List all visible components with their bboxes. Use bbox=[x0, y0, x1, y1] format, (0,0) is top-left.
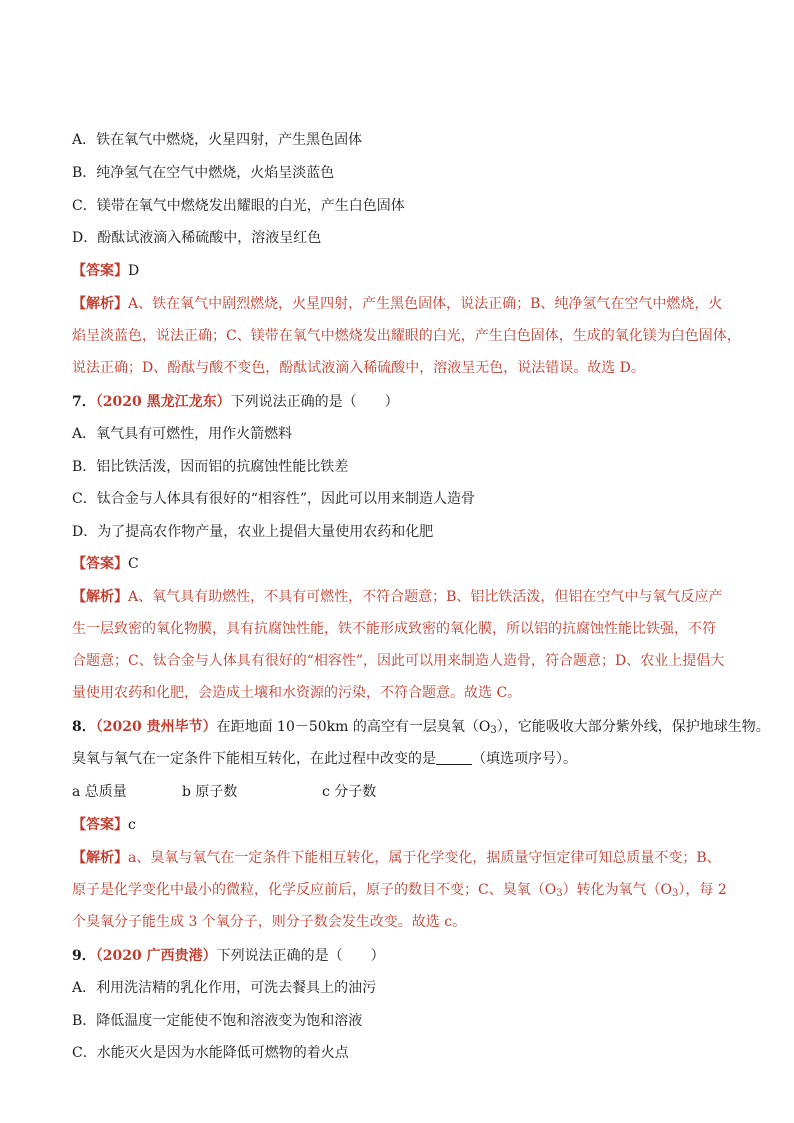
analysis-text: ），每 2 bbox=[678, 882, 727, 898]
answer-value: D bbox=[128, 263, 140, 279]
question-source: （2020 广西贵港） bbox=[95, 948, 217, 964]
question-number: 9． bbox=[72, 948, 96, 964]
stem-text: （填选项序号）。 bbox=[472, 751, 577, 767]
subscript: 3 bbox=[490, 725, 497, 736]
q9-option-a: A．利用洗洁精的乳化作用，可洗去餐具上的油污 bbox=[72, 980, 377, 996]
answer-label: 【答案】 bbox=[72, 263, 128, 279]
q7-stem bbox=[72, 392, 732, 412]
q6-analysis-line-3: 说法正确；D、酚酞与酸不变色，酚酞试液滴入稀硫酸中，溶液呈无色，说法错误。故选 D。 bbox=[72, 360, 645, 376]
stem-text: 在距地面 10－50km 的高空有一层臭氧（O bbox=[216, 719, 491, 735]
q6-analysis-line-2: 焰呈淡蓝色，说法正确；C、镁带在氧气中燃烧发出耀眼的白光，产生白色固体，生成的氧化镁为白色固体， bbox=[72, 328, 741, 344]
analysis-label: 【解析】 bbox=[72, 296, 128, 312]
q8-option-b: b 原子数 bbox=[182, 784, 238, 800]
subscript: 3 bbox=[556, 888, 563, 899]
q8-option-a: a 总质量 bbox=[72, 784, 127, 800]
q7-option-b: B．铝比铁活泼，因而铝的抗腐蚀性能比铁差 bbox=[72, 459, 349, 475]
stem-text: 臭氧与氧气在一定条件下能相互转化，在此过程中改变的是 bbox=[72, 751, 436, 767]
q9-stem bbox=[72, 946, 732, 966]
q8-stem-line-1 bbox=[72, 717, 770, 741]
answer-label: 【答案】 bbox=[72, 556, 128, 572]
q6-option-a: A．铁在氧气中燃烧，火星四射，产生黑色固体 bbox=[72, 132, 363, 148]
question-source: （2020 贵州毕节） bbox=[95, 719, 217, 735]
analysis-text: 原子是化学变化中最小的微粒，化学反应前后，原子的数目不变；C、臭氧（O bbox=[72, 882, 557, 898]
answer-value: c bbox=[128, 817, 136, 833]
q7-analysis-line-4: 量使用农药和化肥，会造成土壤和水资源的污染，不符合题意。故选 C。 bbox=[72, 685, 522, 701]
q8-analysis-line-2 bbox=[72, 880, 732, 904]
answer-label: 【答案】 bbox=[72, 817, 128, 833]
subscript: 3 bbox=[672, 888, 679, 899]
q6-option-c: C．镁带在氧气中燃烧发出耀眼的白光，产生白色固体 bbox=[72, 198, 405, 214]
analysis-text: ）转化为氧气（O bbox=[562, 882, 673, 898]
analysis-text: A、铁在氧气中剧烈燃烧，火星四射，产生黑色固体，说法正确；B、纯净氢气在空气中燃烧，火 bbox=[128, 296, 723, 312]
q6-analysis-line-1 bbox=[72, 294, 732, 314]
q9-option-c: C．水能灭火是因为水能降低可燃物的着火点 bbox=[72, 1045, 349, 1061]
q8-option-c: c 分子数 bbox=[322, 784, 377, 800]
question-number: 7． bbox=[72, 394, 96, 410]
q7-analysis-line-1 bbox=[72, 587, 732, 607]
q7-option-d: D．为了提高农作物产量，农业上提倡大量使用农药和化肥 bbox=[72, 524, 434, 540]
q7-analysis-line-2: 生一层致密的氧化物膜，具有抗腐蚀性能，铁不能形成致密的氧化膜，所以铝的抗腐蚀性能比铁强，不符 bbox=[72, 621, 716, 637]
q7-option-c: C．钛合金与人体具有很好的“相容性”，因此可以用来制造人造骨 bbox=[72, 491, 476, 507]
q8-answer bbox=[72, 815, 732, 835]
q8-stem-line-2 bbox=[72, 749, 732, 769]
question-stem: 下列说法正确的是（ ） bbox=[230, 394, 399, 410]
q8-options bbox=[72, 782, 732, 802]
q8-analysis-line-3: 个臭氧分子能生成 3 个氧分子，则分子数会发生改变。故选 c。 bbox=[72, 914, 467, 930]
q6-option-b: B．纯净氢气在空气中燃烧，火焰呈淡蓝色 bbox=[72, 165, 335, 181]
q9-option-b: B．降低温度一定能使不饱和溶液变为饱和溶液 bbox=[72, 1013, 363, 1029]
answer-value: C bbox=[128, 556, 139, 572]
answer-blank bbox=[436, 750, 472, 765]
analysis-label: 【解析】 bbox=[72, 589, 128, 605]
q7-analysis-line-3: 合题意；C、钛合金与人体具有很好的“相容性”，因此可以用来制造人造骨，符合题意；D、农业上提倡大 bbox=[72, 653, 725, 669]
q6-option-d: D．酚酞试液滴入稀硫酸中，溶液呈红色 bbox=[72, 230, 322, 246]
question-number: 8． bbox=[72, 719, 96, 735]
q6-answer bbox=[72, 261, 732, 281]
q8-analysis-line-1 bbox=[72, 848, 732, 868]
q7-answer bbox=[72, 554, 732, 574]
analysis-text: a、臭氧与氧气在一定条件下能相互转化，属于化学变化，据质量守恒定律可知总质量不变；B、 bbox=[128, 850, 721, 866]
q7-option-a: A．氧气具有可燃性，用作火箭燃料 bbox=[72, 426, 293, 442]
question-source: （2020 黑龙江龙东） bbox=[95, 394, 231, 410]
analysis-text: A、氧气具有助燃性，不具有可燃性，不符合题意；B、铝比铁活泼，但铝在空气中与氧气反应产 bbox=[128, 589, 723, 605]
question-stem: 下列说法正确的是（ ） bbox=[216, 948, 385, 964]
analysis-label: 【解析】 bbox=[72, 850, 128, 866]
stem-text: ），它能吸收大部分紫外线，保护地球生物。 bbox=[496, 719, 770, 735]
